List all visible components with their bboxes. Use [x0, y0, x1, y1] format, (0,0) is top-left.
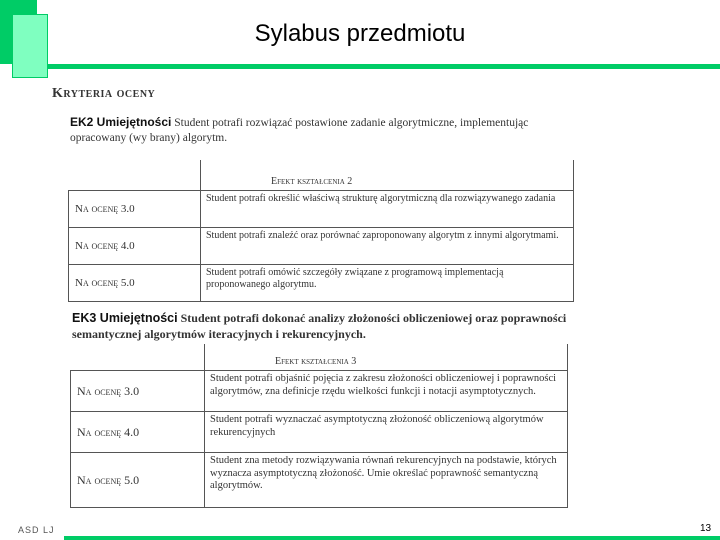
table-row [71, 371, 568, 412]
footer-label: ASD LJ [18, 525, 55, 535]
footer-line [64, 536, 720, 540]
grade-description: Student potrafi określić właściwą strukturę algorytmiczną dla rozwiązywanego zadania [201, 191, 574, 228]
grade-label: Na ocenę 5.0 [69, 265, 201, 302]
ek2-text: Student potrafi rozwiązać postawione zadanie algorytmiczne, implementując opracowany (wy brany) algorytm. [70, 117, 529, 144]
table-row [69, 228, 574, 265]
grade-label: Na ocenę 4.0 [69, 228, 201, 265]
grade-description: Student potrafi znaleźć oraz porównać zaproponowany algorytm z innymi algorytmami. [201, 228, 574, 265]
ek2-heading [70, 115, 580, 146]
ek2-table-header: Efekt kształcenia 2 [201, 160, 574, 191]
grade-description: Student potrafi objaśnić pojęcia z zakresu złożoności obliczeniowej i poprawności algorytmów, zna definicje rzędu wielkości funkcji i notacji asymptotycznych. [205, 371, 568, 412]
grade-label: Na ocenę 3.0 [71, 371, 205, 412]
grade-description: Student potrafi omówić szczegóły związane z programową implementacją proponowanego algorytmu. [201, 265, 574, 302]
table-row [71, 412, 568, 453]
title-underline [48, 64, 720, 69]
ek3-table [70, 344, 568, 508]
grade-label: Na ocenę 4.0 [71, 412, 205, 453]
grade-description: Student potrafi wyznaczać asymptotyczną złożoność obliczeniową algorytmów rekurencyjnych [205, 412, 568, 453]
ek2-corner-cell [69, 160, 201, 191]
ek3-heading [72, 310, 572, 342]
slide-title: Sylabus przedmiotu [254, 20, 466, 47]
table-row [71, 453, 568, 508]
table-row [69, 265, 574, 302]
ek2-code: EK2 Umiejętności [70, 115, 172, 129]
section-heading: Kryteria oceny [52, 86, 156, 101]
ek2-table [68, 160, 574, 302]
ek3-table-header: Efekt kształcenia 3 [205, 344, 568, 371]
grade-description: Student zna metody rozwiązywania równań rekurencyjnych na podstawie, których wyznacza asymptotyczną złożoność. Umie określać poprawność semantyczną algorytmów. [205, 453, 568, 508]
ek3-corner-cell [71, 344, 205, 371]
table-row [69, 191, 574, 228]
grade-label: Na ocenę 5.0 [71, 453, 205, 508]
ek3-text: Student potrafi dokonać analizy złożoności obliczeniowej oraz poprawności semantycznej algorytmów iteracyjnych i rekurencyjnych. [72, 311, 567, 341]
page-number: 13 [700, 523, 712, 534]
ek3-code: EK3 Umiejętności [72, 311, 178, 325]
grade-label: Na ocenę 3.0 [69, 191, 201, 228]
